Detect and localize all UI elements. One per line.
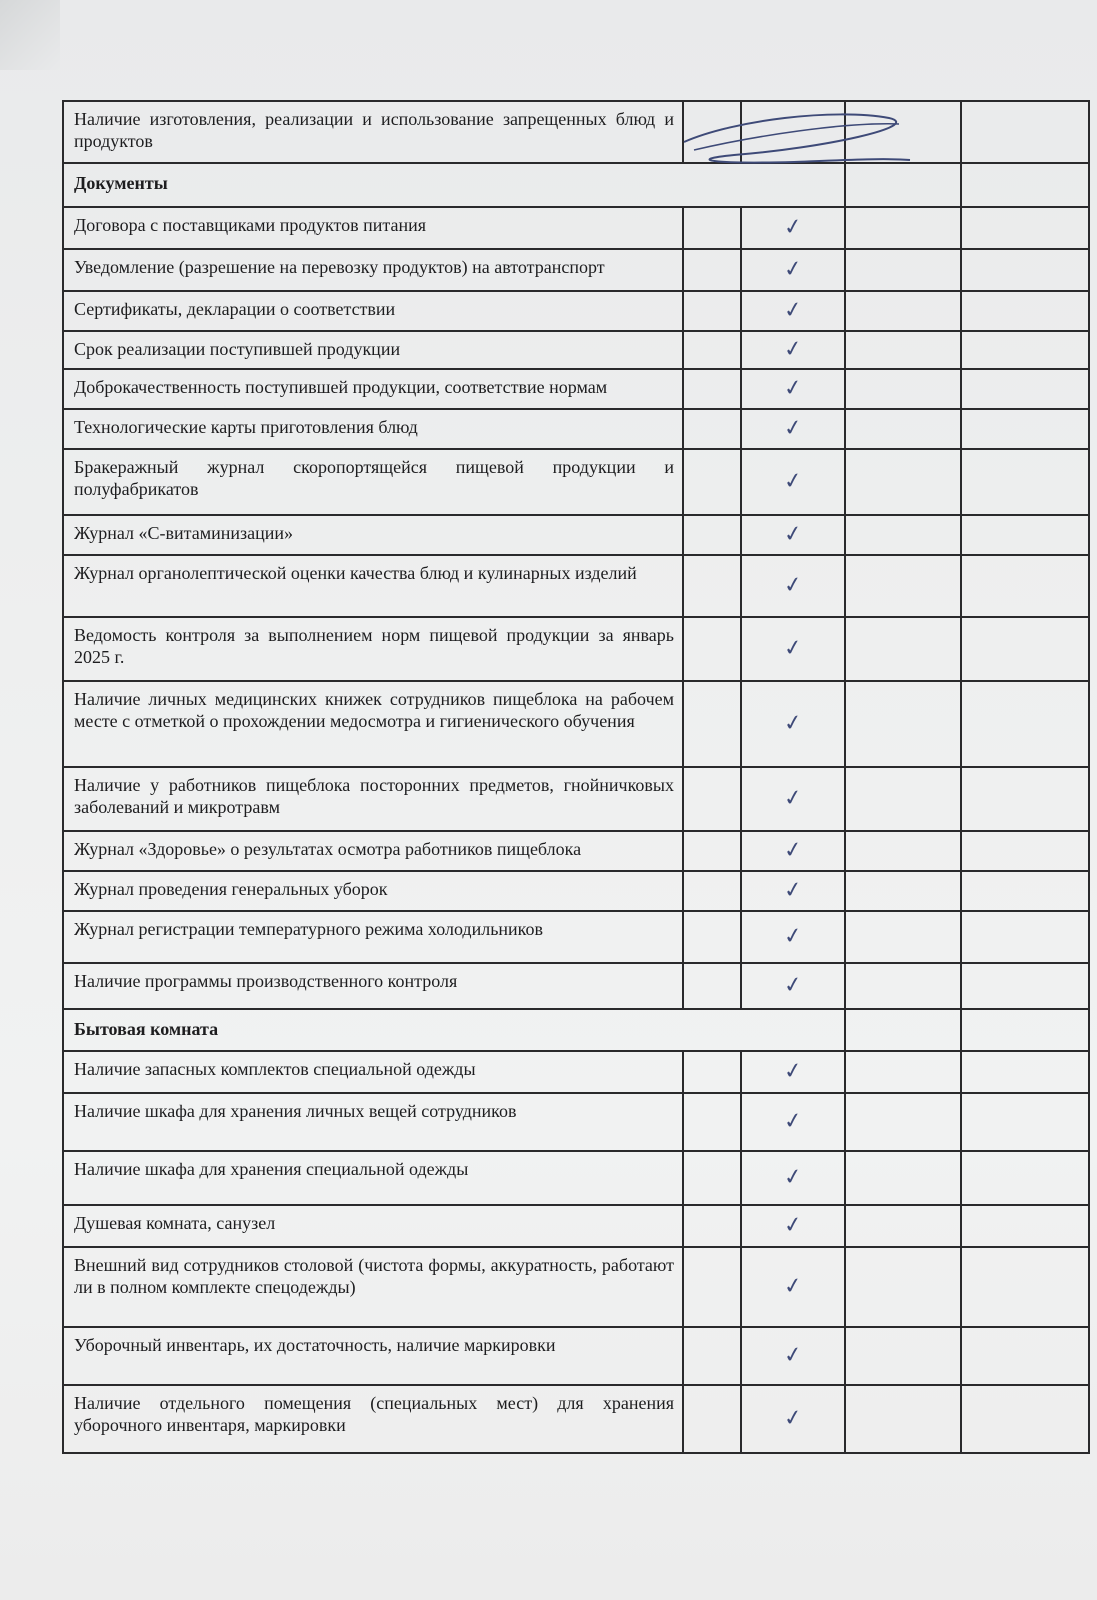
checklist-item-text: Журнал органолептической оценки качества блюд и кулинарных изделий xyxy=(63,555,683,617)
checkmark-icon: ✓ xyxy=(782,414,804,443)
checkmark-icon: ✓ xyxy=(782,1107,804,1136)
checkmark-icon: ✓ xyxy=(782,876,804,905)
checklist-row xyxy=(63,871,1089,911)
checklist-row xyxy=(63,409,1089,449)
column-2-cell xyxy=(741,1151,845,1205)
checkmark-icon: ✓ xyxy=(782,335,804,364)
column-2-cell xyxy=(741,963,845,1009)
page-corner xyxy=(0,0,60,70)
column-4-cell xyxy=(961,249,1089,291)
checklist-row xyxy=(63,1051,1089,1093)
empty-cell xyxy=(845,163,961,207)
column-4-cell xyxy=(961,1051,1089,1093)
checkmark-icon: ✓ xyxy=(782,520,804,549)
column-3-cell xyxy=(845,911,961,963)
column-3-cell xyxy=(845,207,961,249)
column-4-cell xyxy=(961,1151,1089,1205)
checklist-row xyxy=(63,1151,1089,1205)
checklist-row xyxy=(63,617,1089,681)
column-4-cell xyxy=(961,831,1089,871)
column-1-cell xyxy=(683,409,741,449)
column-1-cell xyxy=(683,1051,741,1093)
checkmark-icon: ✓ xyxy=(782,836,804,865)
section-title: Бытовая комната xyxy=(63,1009,845,1051)
column-1-cell xyxy=(683,1385,741,1453)
column-4-cell xyxy=(961,871,1089,911)
column-4-cell xyxy=(961,1205,1089,1247)
column-3-cell xyxy=(845,831,961,871)
checklist-row xyxy=(63,249,1089,291)
checklist-item-text: Наличие шкафа для хранения специальной одежды xyxy=(63,1151,683,1205)
checkmark-icon: ✓ xyxy=(782,922,804,951)
column-1-cell xyxy=(683,331,741,369)
column-2-cell xyxy=(741,249,845,291)
checklist-row xyxy=(63,831,1089,871)
checklist-item-text: Уведомление (разрешение на перевозку продуктов) на автотранспорт xyxy=(63,249,683,291)
checklist-row xyxy=(63,555,1089,617)
column-2-cell xyxy=(741,1327,845,1385)
checkmark-icon: ✓ xyxy=(782,1163,804,1192)
column-2-cell xyxy=(741,409,845,449)
checklist-row xyxy=(63,449,1089,515)
checkmark-icon: ✓ xyxy=(782,467,804,496)
checklist-item-text: Наличие личных медицинских книжек сотрудников пищеблока на рабочем месте с отметкой о прохождении медосмотра и гигиенического обучения xyxy=(63,681,683,767)
column-4-cell xyxy=(961,101,1089,163)
column-2-cell xyxy=(741,1247,845,1327)
column-2-cell xyxy=(741,291,845,331)
column-1-cell xyxy=(683,1327,741,1385)
column-2-cell xyxy=(741,555,845,617)
column-1-cell xyxy=(683,249,741,291)
checklist-item-text: Договора с поставщиками продуктов питания xyxy=(63,207,683,249)
column-1-cell xyxy=(683,449,741,515)
checklist-table xyxy=(62,100,1090,1454)
checklist-row xyxy=(63,515,1089,555)
column-3-cell xyxy=(845,331,961,369)
checklist-item-text: Наличие программы производственного контроля xyxy=(63,963,683,1009)
column-4-cell xyxy=(961,1385,1089,1453)
checklist-item-text: Бракеражный журнал скоропортящейся пищевой продукции и полуфабрикатов xyxy=(63,449,683,515)
checklist-item-text: Наличие отдельного помещения (специальных мест) для хранения уборочного инвентаря, маркировки xyxy=(63,1385,683,1453)
column-3-cell xyxy=(845,617,961,681)
column-3-cell xyxy=(845,1385,961,1453)
column-4-cell xyxy=(961,331,1089,369)
column-3-cell xyxy=(845,767,961,831)
column-1-cell xyxy=(683,1151,741,1205)
column-1-cell xyxy=(683,1093,741,1151)
checklist-item-text: Наличие шкафа для хранения личных вещей сотрудников xyxy=(63,1093,683,1151)
checkmark-icon: ✓ xyxy=(782,1211,804,1240)
column-1-cell xyxy=(683,555,741,617)
crossed-out-scribble xyxy=(674,100,916,168)
column-2-cell xyxy=(741,831,845,871)
checkmark-icon: ✓ xyxy=(782,709,804,738)
column-1-cell xyxy=(683,911,741,963)
column-1-cell xyxy=(683,291,741,331)
column-1-cell xyxy=(683,617,741,681)
column-1-cell xyxy=(683,1205,741,1247)
checklist-item-text: Сертификаты, декларации о соответствии xyxy=(63,291,683,331)
column-4-cell xyxy=(961,555,1089,617)
column-4-cell xyxy=(961,515,1089,555)
checkmark-icon: ✓ xyxy=(782,634,804,663)
column-4-cell xyxy=(961,767,1089,831)
column-3-cell xyxy=(845,871,961,911)
column-3-cell xyxy=(845,1205,961,1247)
checklist-item-text: Срок реализации поступившей продукции xyxy=(63,331,683,369)
column-1-cell xyxy=(683,963,741,1009)
column-2-cell xyxy=(741,449,845,515)
column-2-cell xyxy=(741,207,845,249)
column-3-cell xyxy=(845,1247,961,1327)
checklist-row xyxy=(63,1093,1089,1151)
column-3-cell xyxy=(845,1151,961,1205)
checkmark-icon: ✓ xyxy=(782,213,804,242)
section-title: Документы xyxy=(63,163,845,207)
checklist-item-text: Журнал проведения генеральных уборок xyxy=(63,871,683,911)
checklist-item-text: Внешний вид сотрудников столовой (чистота формы, аккуратность, работают ли в полном комплекте спецодежды) xyxy=(63,1247,683,1327)
checklist-item-text: Доброкачественность поступившей продукции, соответствие нормам xyxy=(63,369,683,409)
column-3-cell xyxy=(845,1093,961,1151)
column-2-cell xyxy=(741,515,845,555)
column-4-cell xyxy=(961,1093,1089,1151)
checklist-row xyxy=(63,681,1089,767)
column-4-cell xyxy=(961,449,1089,515)
column-1-cell xyxy=(683,871,741,911)
column-3-cell xyxy=(845,681,961,767)
checklist-item-text: Уборочный инвентарь, их достаточность, наличие маркировки xyxy=(63,1327,683,1385)
checkmark-icon: ✓ xyxy=(782,255,804,284)
column-1-cell xyxy=(683,207,741,249)
column-1-cell xyxy=(683,767,741,831)
column-4-cell xyxy=(961,911,1089,963)
column-2-cell xyxy=(741,1385,845,1453)
column-2-cell xyxy=(741,617,845,681)
column-2-cell xyxy=(741,681,845,767)
column-1-cell xyxy=(683,515,741,555)
checklist-row xyxy=(63,1205,1089,1247)
column-2-cell xyxy=(741,871,845,911)
checkmark-icon: ✓ xyxy=(782,1404,804,1433)
column-3-cell xyxy=(845,369,961,409)
checklist-row xyxy=(63,1247,1089,1327)
column-4-cell xyxy=(961,1247,1089,1327)
checklist-row xyxy=(63,101,1089,163)
checklist-item-text: Наличие у работников пищеблока посторонних предметов, гнойничковых заболеваний и микротравм xyxy=(63,767,683,831)
section-row xyxy=(63,163,1089,207)
checklist-item-text: Журнал регистрации температурного режима холодильников xyxy=(63,911,683,963)
checklist-item-text: Наличие изготовления, реализации и использование запрещенных блюд и продуктов xyxy=(63,101,683,163)
column-3-cell xyxy=(845,409,961,449)
checklist-row xyxy=(63,963,1089,1009)
section-row xyxy=(63,1009,1089,1051)
column-1-cell xyxy=(683,681,741,767)
column-2-cell xyxy=(741,369,845,409)
column-1-cell xyxy=(683,831,741,871)
column-2-cell xyxy=(741,1093,845,1151)
checklist-item-text: Ведомость контроля за выполнением норм пищевой продукции за январь 2025 г. xyxy=(63,617,683,681)
column-3-cell xyxy=(845,963,961,1009)
column-3-cell xyxy=(845,291,961,331)
checklist-row xyxy=(63,291,1089,331)
empty-cell xyxy=(845,1009,961,1051)
checklist-item-text: Журнал «Здоровье» о результатах осмотра работников пищеблока xyxy=(63,831,683,871)
column-1-cell xyxy=(683,369,741,409)
column-2-cell xyxy=(741,767,845,831)
column-3-cell xyxy=(845,249,961,291)
checklist-row xyxy=(63,207,1089,249)
column-1-cell xyxy=(683,1247,741,1327)
column-3-cell xyxy=(845,449,961,515)
column-2-cell xyxy=(741,911,845,963)
checklist-row xyxy=(63,1327,1089,1385)
checklist-row xyxy=(63,331,1089,369)
checkmark-icon: ✓ xyxy=(782,1057,804,1086)
column-3-cell xyxy=(845,555,961,617)
column-2-cell xyxy=(741,1051,845,1093)
column-4-cell xyxy=(961,963,1089,1009)
checklist-rows xyxy=(63,101,1089,1453)
column-4-cell xyxy=(961,409,1089,449)
checklist-row xyxy=(63,767,1089,831)
checklist-item-text: Наличие запасных комплектов специальной одежды xyxy=(63,1051,683,1093)
column-3-cell xyxy=(845,515,961,555)
column-4-cell xyxy=(961,369,1089,409)
column-4-cell xyxy=(961,681,1089,767)
checkmark-icon: ✓ xyxy=(782,374,804,403)
checklist-item-text: Технологические карты приготовления блюд xyxy=(63,409,683,449)
empty-cell xyxy=(961,1009,1089,1051)
checklist-row xyxy=(63,911,1089,963)
column-2-cell xyxy=(741,331,845,369)
column-3-cell xyxy=(845,1327,961,1385)
checklist-item-text: Журнал «С-витаминизации» xyxy=(63,515,683,555)
column-2-cell xyxy=(741,1205,845,1247)
checkmark-icon: ✓ xyxy=(782,971,804,1000)
checklist-item-text: Душевая комната, санузел xyxy=(63,1205,683,1247)
column-4-cell xyxy=(961,1327,1089,1385)
checkmark-icon: ✓ xyxy=(782,1341,804,1370)
checkmark-icon: ✓ xyxy=(782,784,804,813)
column-4-cell xyxy=(961,207,1089,249)
checkmark-icon: ✓ xyxy=(782,1272,804,1301)
checkmark-icon: ✓ xyxy=(782,296,804,325)
checklist-row xyxy=(63,369,1089,409)
column-3-cell xyxy=(845,1051,961,1093)
column-4-cell xyxy=(961,617,1089,681)
checkmark-icon: ✓ xyxy=(782,571,804,600)
empty-cell xyxy=(961,163,1089,207)
checklist-row xyxy=(63,1385,1089,1453)
column-4-cell xyxy=(961,291,1089,331)
